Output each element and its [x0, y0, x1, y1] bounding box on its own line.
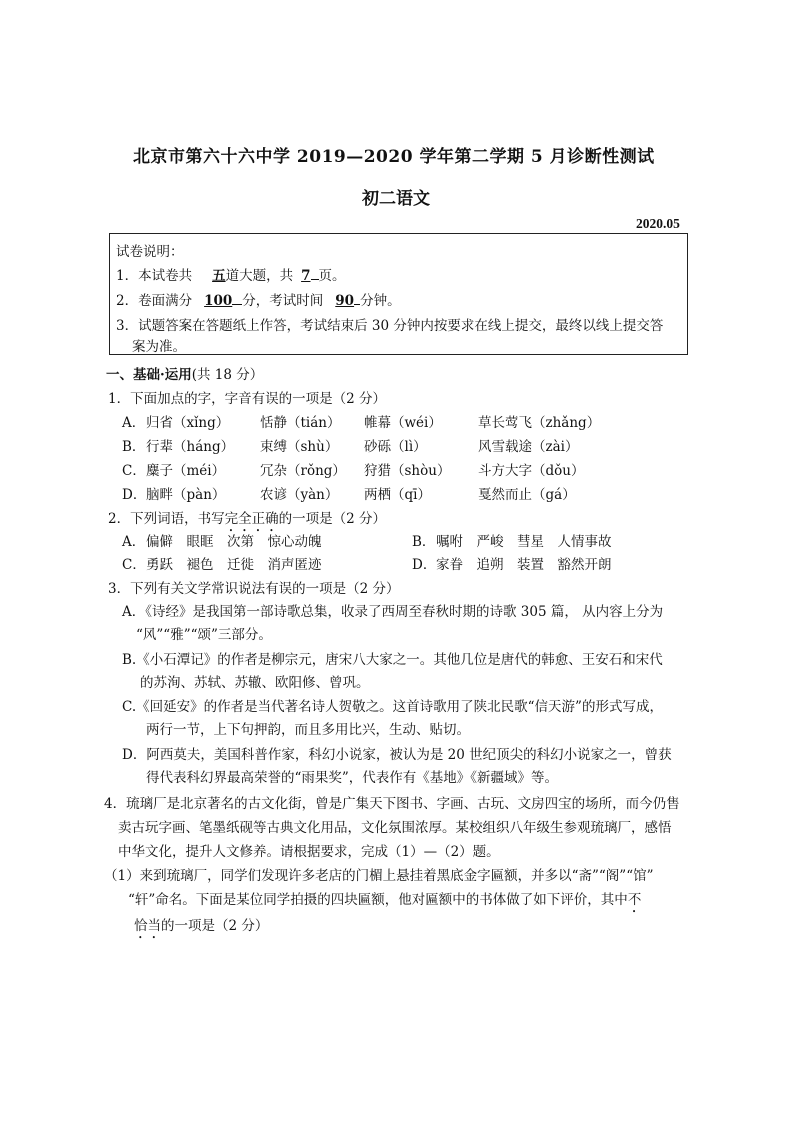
q1-option-label: A．: [122, 415, 146, 431]
q1-item: 农谚（yàn）: [260, 487, 339, 503]
q1-item: 行辈（háng）: [146, 439, 235, 455]
q4-sub1-line3-text: 的一项是（2 分）: [161, 918, 269, 934]
full-score: 100: [204, 293, 233, 309]
q1-item: 风雪载途（zài）: [478, 439, 579, 455]
q1-item: 束缚（shù）: [260, 439, 339, 455]
q1-item: 帷幕（wéi）: [364, 415, 442, 431]
q3-option-d-line1: D．阿西莫夫，美国科普作家，科幻小说家，被认为是 20 世纪顶尖的科幻小说家之一，曾获: [122, 747, 672, 763]
exam-duration: 90: [335, 293, 355, 309]
instruction-1-part-a: 1．本试卷共: [116, 268, 193, 284]
q1-item: 狩猎（shòu）: [364, 463, 451, 479]
q1-option-label: C．: [122, 463, 146, 479]
instruction-line-3-cont: 案为准。: [132, 339, 186, 355]
q1-stem: 1．下面加点的字，字音有误的一项是（2 分）: [108, 391, 386, 407]
q4-emphasis-not: 不: [627, 892, 642, 908]
instructions-heading: 试卷说明：: [116, 244, 184, 260]
q3-option-b-line1: B.《小石潭记》的作者是柳宗元，唐宋八大家之一。其他几位是唐代的韩愈、王安石和宋代: [122, 652, 663, 668]
q4-paragraph-line1: 4．琉璃厂是北京著名的古文化街，曾是广集天下图书、字画、古玩、文房四宝的场所，而今仍售: [104, 796, 680, 812]
q1-item: 归省（xǐng）: [146, 415, 230, 431]
instruction-line-3: 3．试题答案在答题纸上作答，考试结束后 30 分钟内按要求在线上提交，最终以线上提交答: [116, 318, 664, 334]
instruction-2-part-e: 分钟。: [360, 293, 401, 309]
q2-option-label: D．: [412, 557, 437, 573]
exam-date: 2020.05: [636, 216, 680, 231]
question-count: 五: [212, 268, 226, 284]
instruction-2-part-a: 2．卷面满分: [116, 293, 193, 309]
q1-option-label: D．: [122, 487, 147, 503]
q2-option-text: 偏僻 眼眶 次第 惊心动魄: [146, 534, 322, 550]
q4-sub1-line1: （1）来到琉璃厂，同学们发现许多老店的门楣上悬挂着黑底金字匾额，并多以“斋”“阁”“馆”: [104, 868, 654, 884]
q2-option-text: 嘱咐 严峻 彗星 人情事故: [436, 534, 612, 550]
q2-option-label: C．: [122, 557, 146, 573]
q3-option-c-line2: 两行一节，上下句押韵，而且多用比兴，生动、贴切。: [146, 722, 470, 738]
q3-option-c-line1: C.《回延安》的作者是当代著名诗人贺敬之。这首诗歌用了陕北民歌“信天游”的形式写成，: [122, 699, 663, 715]
q4-paragraph-line2: 卖古玩字画、笔墨纸砚等古典文化用品，文化氛围浓厚。某校组织八年级生参观琉璃厂，感悟: [118, 820, 672, 836]
q1-item: 冗杂（rǒng）: [260, 463, 346, 479]
instruction-line-1: [116, 264, 346, 284]
q3-stem: 3．下列有关文学常识说法有误的一项是（2 分）: [108, 581, 400, 597]
section-1-title: 一、基础·运用: [106, 367, 192, 383]
instruction-1-part-c: 道大题，共: [225, 268, 294, 284]
q2-emphasis: 完全正确: [224, 511, 279, 527]
q1-item: 砂砾（lì）: [364, 439, 427, 455]
q3-option-b-line2: 的苏洵、苏轼、苏辙、欧阳修、曾巩。: [140, 675, 370, 691]
instruction-line-2: [116, 289, 401, 309]
q1-item: 麋子（méi）: [146, 463, 226, 479]
q4-paragraph-line3: 中华文化，提升人文修养。请根据要求，完成（1）—（2）题。: [118, 844, 500, 860]
q4-sub1-line2: [128, 888, 641, 916]
q1-item: 戛然而止（gá）: [478, 487, 576, 503]
q1-item: 恬静（tián）: [260, 415, 341, 431]
q2-option-text: 勇跃 褪色 迁徙 消声匿迹: [146, 557, 322, 573]
q3-option-d-line2: 得代表科幻界最高荣誉的“雨果奖”，代表作有《基地》《新疆域》等。: [146, 770, 559, 786]
q2-stem-a: 2．下列词语，书写: [108, 511, 225, 527]
section-1-heading: [106, 363, 263, 383]
q1-item: 两栖（qī）: [364, 487, 431, 503]
q1-item: 斗方大字（dǒu）: [478, 463, 585, 479]
q1-item: 脑畔（pàn）: [146, 487, 226, 503]
instruction-2-part-c: 分，考试时间: [242, 293, 324, 309]
q2-option-text: 家眷 追朔 装置 豁然开朗: [436, 557, 612, 573]
q3-option-a-line2: “风”“雅”“颂”三部分。: [136, 627, 272, 643]
subject-title: 初二语文: [362, 189, 430, 209]
q2-stem-c: 的一项是（2 分）: [278, 511, 386, 527]
q4-sub1-line2-text: “轩”命名。下面是某位同学拍摄的四块匾额，他对匾额中的书体做了如下评价，其中: [128, 892, 628, 908]
q4-emphasis-appropriate: 恰当: [134, 918, 161, 934]
q2-option-label: B．: [412, 534, 436, 550]
instructions-box: [109, 233, 688, 355]
q2-option-label: A．: [122, 534, 146, 550]
instruction-1-part-e: 页。: [318, 268, 346, 284]
page-count: 7: [301, 268, 311, 284]
q3-option-a-line1: A．《诗经》是我国第一部诗歌总集，收录了西周至春秋时期的诗歌 305 篇， 从内容上分为: [122, 604, 664, 620]
q1-item: 草长莺飞（zhǎng）: [478, 415, 601, 431]
q4-sub1-line3: [134, 914, 268, 942]
page-title: 北京市第六十六中学 2019—2020 学年第二学期 5 月诊断性测试: [133, 147, 655, 167]
q1-option-label: B．: [122, 439, 146, 455]
section-1-score: (共 18 分）: [191, 367, 264, 383]
